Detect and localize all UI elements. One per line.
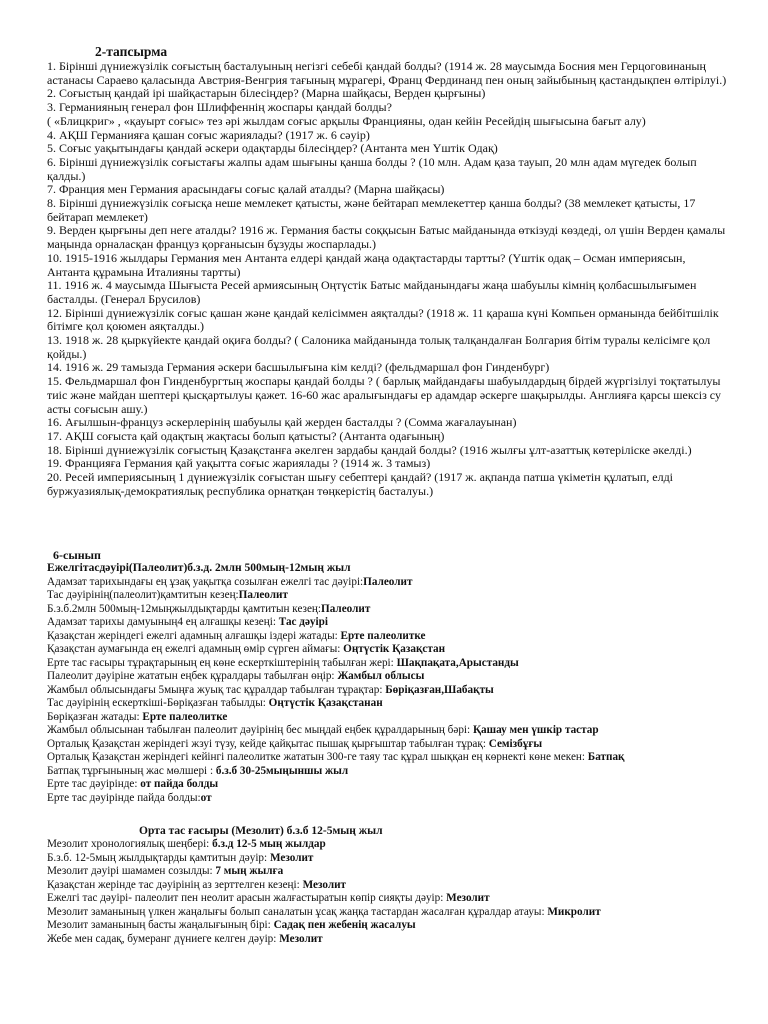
task-title: 2-тапсырма xyxy=(95,44,168,59)
fact-answer: Палеолит xyxy=(363,575,413,588)
fact-line xyxy=(47,852,727,866)
fact-line xyxy=(47,576,727,590)
fact-question: Мезолит заманының басты жаңалығының бірі: xyxy=(47,919,274,932)
fact-answer: от xyxy=(200,791,212,804)
question-item: 1. Бірінші дүниежүзілік соғыстың басталуының негізгі себебі қандай болды? (1914 ж. 28 маусымда Босния мен Герцоговинаның астанасы Сараево қаласында Австрия-Венгрия тағының мұрагері, Франц Фердинанд пен оның зайыбының қастандықпен өлтірілуі.) xyxy=(47,59,727,87)
fact-line xyxy=(47,765,727,779)
fact-question: Орталық Қазақстан жеріндегі кейінгі палеолитке жататын 300-ге таяу тас құрал шыққан ең көрнекті көне мекен: xyxy=(47,751,588,764)
question-item: 9. Верден қырғыны деп неге аталды? 1916 ж. Германия басты соққысын Батыс майданында өткізуді көздеді, ол үшін Верден қамалы маңында орналасқан француз қорғанысын бұзуды жоспарлады.) xyxy=(47,223,726,252)
fact-answer: Палеолит xyxy=(321,602,371,615)
fact-question: Қазақстан жеріндегі ежелгі адамның алғашқы іздері жатады: xyxy=(47,629,341,642)
fact-line xyxy=(47,933,727,947)
fact-answer: Семізбұғы xyxy=(488,737,543,750)
question-item: 4. АҚШ Германияға қашан соғыс жариялады? (1917 ж. 6 сәуір) xyxy=(47,127,370,142)
fact-answer: Қашау мен үшкір тастар xyxy=(472,724,599,737)
fact-line xyxy=(47,738,727,752)
fact-question: Палеолит дәуіріне жататын еңбек құралдары табылған өңір: xyxy=(47,670,338,683)
question-item: 20. Ресей империясының 1 дүниежүзілік соғыстан шығу себептері қандай? (1917 ж. ақпанда патша үкіметін құлатып, елді буржуазиялық-демократиялық республика орнатқан төңкерістің басталуы.) xyxy=(47,470,674,498)
fact-line xyxy=(47,724,727,738)
paleolith-facts xyxy=(47,576,727,806)
fact-line xyxy=(47,906,727,920)
fact-answer: Оңтүстік Қазақстанан xyxy=(268,697,383,710)
fact-answer: Садақ пен жебенің жасалуы xyxy=(273,919,416,932)
fact-answer: Микролит xyxy=(547,905,601,918)
spacer xyxy=(47,805,727,824)
fact-line xyxy=(47,751,727,765)
question-item: 6. Бірінші дүниежүзілік соғыстағы жалпы адам шығыны қанша болды ? (10 млн. Адам қаза тауып, 20 млн адам мүгедек болып қалды.) xyxy=(47,154,697,183)
fact-question: Жамбыл облысындағы 5мыңға жуық тас құралдар табылған тұрақтар: xyxy=(47,683,386,696)
fact-line xyxy=(47,711,727,725)
question-item: 5. Соғыс уақытындағы қандай әскери одақтарды білесіңдер? (Антанта мен Үштік Одақ) xyxy=(47,141,498,156)
fact-answer: Палеолит xyxy=(238,589,288,602)
fact-question: Б.з.б. 12-5мың жылдықтарды қамтитын дәуір: xyxy=(47,851,270,864)
fact-line xyxy=(47,616,727,630)
fact-line xyxy=(47,670,727,684)
fact-question: Б.з.б.2млн 500мың-12мыңжылдықтарды қамтитын кезең: xyxy=(47,602,322,615)
fact-line xyxy=(47,589,727,603)
fact-line xyxy=(47,792,727,806)
fact-answer: Мезолит xyxy=(302,878,347,891)
fact-answer: Бөріқазған,Шабақты xyxy=(385,683,494,696)
fact-answer: от пайда болды xyxy=(140,778,219,791)
question-item: 2. Соғыстың қандай ірі шайқастарын білесіңдер? (Марна шайқасы, Верден қырғыны) xyxy=(47,86,486,101)
section-title-paleolith: Ежелгітасдәуірі(Палеолит)б.з.д. 2млн 500мың-12мың жыл xyxy=(47,562,351,575)
fact-answer: Батпақ xyxy=(587,751,625,764)
fact-question: Тас дәуірінің(палеолит)қамтитын кезең: xyxy=(47,589,239,602)
question-item: 14. 1916 ж. 29 тамызда Германия әскери басшылығына кім келді? (фельдмаршал фон Гинденбург) xyxy=(47,360,550,375)
question-item: 12. Бірінші дүниежүзілік соғыс қашан және қандай келісіммен аяқталды? (1918 ж. 11 қараша күні Компьен орманында бейбітшілік бітімге қол қоюмен аяқталды.) xyxy=(47,305,719,334)
question-item: 19. Францияға Германия қай уақытта соғыс жариялады ? (1914 ж. 3 тамыз) xyxy=(47,456,431,471)
fact-question: Адамзат тарихындағы ең ұзақ уақытқа созылған ежелгі тас дәуірі: xyxy=(47,575,364,588)
mesolith-facts xyxy=(47,838,727,946)
grade-heading: 6-сынып xyxy=(53,547,101,562)
fact-answer: Ерте палеолитке xyxy=(142,710,228,723)
fact-answer: б.з.д 12-5 мың жылдар xyxy=(212,838,326,851)
question-item: 11. 1916 ж. 4 маусымда Шығыста Ресей армиясының Оңтүстік Батыс майданындағы жаңа шабуылы кімнің қолбасшылығымен басталды. (Генерал Брусилов) xyxy=(47,278,697,306)
question-item: 16. Ағылшын-француз әскерлерінің шабуылы қай жерден басталды ? (Сомма жағалауынан) xyxy=(47,415,517,430)
fact-question: Орталық Қазақстан жеріндегі жзуі түзу, кейде қайқытас пышақ қырғыштар табылған тұрақ: xyxy=(47,737,489,750)
fact-answer: Мезолит xyxy=(279,932,323,945)
fact-line xyxy=(47,684,727,698)
fact-line xyxy=(47,838,727,852)
fact-question: Ежелгі тас дәуірі- палеолит пен неолит арасын жалғастыратын көпір сияқты дәуір: xyxy=(47,892,447,905)
question-item: 3. Германияның генерал фон Шлиффеннің жоспары қандай болды? xyxy=(47,100,392,115)
fact-line xyxy=(47,657,727,671)
fact-line xyxy=(47,643,727,657)
fact-question: Жамбыл облысынан табылған палеолит дәуірінің бес мыңдай еңбек құралдарының бәрі: xyxy=(47,724,473,737)
fact-question: Қазақстан жерінде тас дәуірінің аз зерттелген кезеңі: xyxy=(47,878,303,891)
fact-line xyxy=(47,865,727,879)
fact-answer: 7 мың жылға xyxy=(215,865,284,878)
question-item: 18. Бірінші дүниежүзілік соғыстың Қазақстанға әкелген зардабы қандай болды? (1916 жылғы ұлт-азаттық көтеріліске әкелді.) xyxy=(47,442,692,457)
fact-question: Ерте тас дәуірінде: xyxy=(47,778,141,791)
question-item: 13. 1918 ж. 28 қыркүйекте қандай оқиға болды? ( Салоника майданында толық талқандалған Болгария бітім туралы келісімге қол қойды.) xyxy=(47,333,711,361)
fact-line xyxy=(47,630,727,644)
fact-line xyxy=(47,892,727,906)
fact-line xyxy=(47,697,727,711)
question-item: 7. Франция мен Германия арасындағы соғыс қалай аталды? (Марна шайқасы) xyxy=(47,182,445,197)
fact-question: Қазақстан аумағында ең ежелгі адамның өмір сүрген аймағы: xyxy=(47,643,344,656)
fact-line xyxy=(47,879,727,893)
fact-question: Адамзат тарихы дамуының4 ең алғашқы кезеңі: xyxy=(47,616,279,629)
fact-question: Тас дәуірінің ескерткіші-Бөріқазған табылды: xyxy=(47,697,269,710)
fact-answer: Мезолит xyxy=(269,851,314,864)
fact-answer: Оңтүстік Қазақстан xyxy=(343,643,446,656)
fact-question: Жебе мен садақ, бумеранг дүниеге келген дәуір: xyxy=(47,932,280,945)
fact-answer: Ерте палеолитке xyxy=(340,629,426,642)
document-page xyxy=(47,44,727,946)
question-item: 17. АҚШ соғыста қай одақтың жақтасы болып қатысты? (Антанта одағының) xyxy=(47,428,445,443)
fact-question: Ерте тас дәуірінде пайда болды: xyxy=(47,791,201,804)
fact-answer: б.з.б 30-25мыңыншы жыл xyxy=(215,764,349,777)
question-item: 10. 1915-1916 жылдары Германия мен Антанта елдері қандай жаңа одақтастарды тартты? (Үштік одақ – Осман империясын, Антанта құрамына Италияны тартты) xyxy=(47,250,686,279)
question-list xyxy=(47,60,727,499)
spacer xyxy=(47,499,727,549)
question-item: 15. Фельдмаршал фон Гинденбургтың жоспары қандай болды ? ( барлық майдандағы шабуылдардың бірдей жүргізілуі тоқтатылуы тиіс және майдан шептері қысқартылуы қажет. 16-60 жас аралығындағы ер адамдар әскерге шақырылды. Англияға қарсы шексіз су асты соғысын ашу.) xyxy=(47,374,721,416)
question-item: ( «Блицкриг» , «қауырт соғыс» тез әрі жылдам соғыс арқылы Францияны, одан кейін Ресейдің шығысына бағыт алу) xyxy=(47,113,646,128)
fact-line xyxy=(47,603,727,617)
fact-answer: Шақпақата,Арыстанды xyxy=(396,656,519,669)
fact-question: Мезолит заманының үлкен жаңалығы болып саналатын ұсақ жаңқа тастардан жасалған құралдар атауы: xyxy=(47,905,548,918)
fact-question: Бөріқазған жатады: xyxy=(47,710,143,723)
fact-question: Батпақ тұрғынының жас мөлшері : xyxy=(47,764,216,777)
fact-question: Мезолит дәуірі шамамен созылды: xyxy=(47,865,216,878)
fact-line xyxy=(47,778,727,792)
fact-question: Мезолит хронологиялық шеңбері: xyxy=(47,838,213,851)
fact-answer: Мезолит xyxy=(446,892,490,905)
fact-line xyxy=(47,919,727,933)
fact-answer: Тас дәуірі xyxy=(278,616,328,629)
fact-answer: Жамбыл облысы xyxy=(337,670,425,683)
question-item: 8. Бірінші дүниежүзілік соғысқа неше мемлекет қатысты, және бейтарап мемлекеттер қанша болды? (38 мемлекет қатысты, 17 бейтарап мемлекет) xyxy=(47,196,696,224)
fact-question: Ерте тас ғасыры тұрақтарының ең көне ескерткіштерінің табылған жері: xyxy=(47,656,397,669)
section-title-mesolith: Орта тас ғасыры (Мезолит) б.з.б 12-5мың жыл xyxy=(139,825,383,838)
